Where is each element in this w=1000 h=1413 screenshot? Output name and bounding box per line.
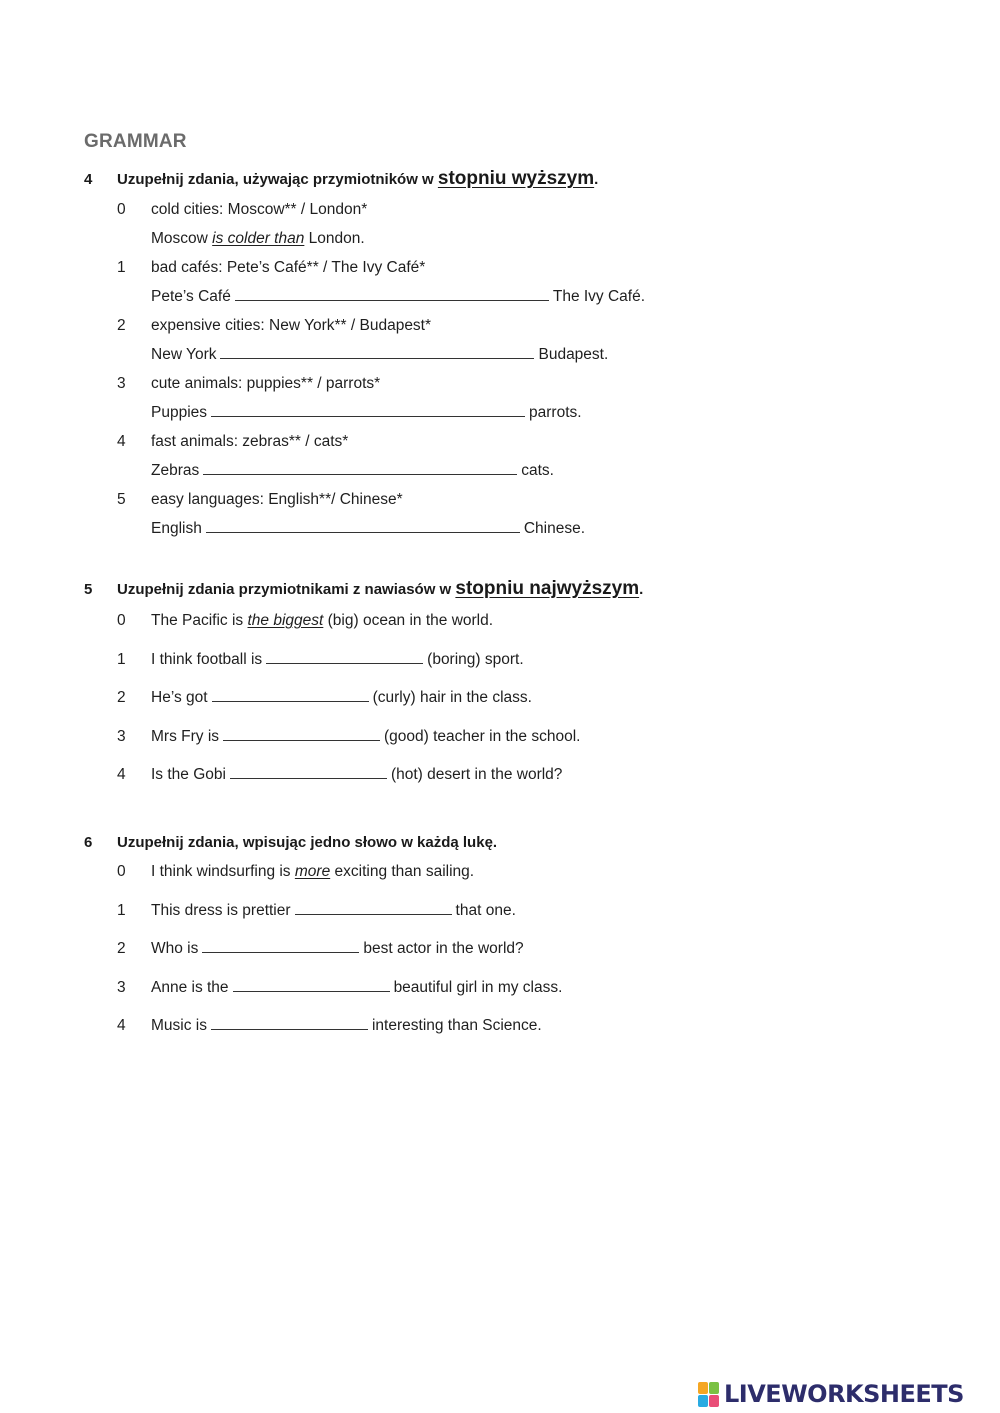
item-prompt: fast animals: zebras** / cats*	[151, 433, 349, 450]
sentence-end: (curly) hair in the class.	[372, 689, 532, 706]
liveworksheets-brand: LIVEWORKSHEETS	[724, 1380, 964, 1408]
answer-blank[interactable]	[220, 357, 534, 359]
exercise-4-item-1-sentence	[151, 288, 645, 306]
exercise-4-item-3-prompt	[117, 375, 380, 393]
instruction-end: .	[639, 581, 644, 598]
sentence-start: Mrs Fry is	[151, 728, 220, 745]
sentence-start: New York	[151, 346, 217, 363]
exercise-6-item-0	[117, 863, 474, 881]
sentence-end: that one.	[455, 902, 516, 919]
item-number: 1	[117, 651, 126, 668]
exercise-number: 5	[84, 581, 93, 598]
sentence-end: Budapest.	[538, 346, 609, 363]
sentence-end: parrots.	[529, 404, 582, 421]
exercise-4-item-4-sentence	[151, 462, 554, 480]
sentence-end: (good) teacher in the school.	[384, 728, 581, 745]
exercise-number: 6	[84, 834, 93, 851]
sentence-end: interesting than Science.	[371, 1017, 542, 1034]
sentence-end: (big) ocean in the world.	[323, 612, 494, 629]
item-prompt: cold cities: Moscow** / London*	[151, 201, 368, 218]
item-number: 0	[117, 201, 126, 218]
item-number: 4	[117, 766, 126, 783]
item-number: 4	[117, 1017, 126, 1034]
example-answer: the biggest	[247, 612, 324, 629]
item-number: 3	[117, 728, 126, 745]
exercise-6-item-2	[117, 940, 524, 958]
sentence-end: The Ivy Café.	[552, 288, 646, 305]
exercise-6-item-4	[117, 1017, 542, 1035]
exercise-6-item-1	[117, 902, 516, 920]
answer-blank[interactable]	[212, 700, 369, 702]
answer-blank[interactable]	[266, 662, 423, 664]
section-heading: GRAMMAR	[84, 131, 187, 152]
item-prompt: easy languages: English**/ Chinese*	[151, 491, 403, 508]
instruction-end: .	[594, 171, 599, 188]
sentence-start: I think windsurfing is	[151, 863, 295, 880]
exercise-6-item-3	[117, 979, 562, 997]
exercise-4-item-2-sentence	[151, 346, 608, 364]
item-number: 4	[117, 433, 126, 450]
answer-blank[interactable]	[233, 990, 390, 992]
sentence-start: Music is	[151, 1017, 207, 1034]
answer-blank[interactable]	[211, 415, 525, 417]
item-number: 2	[117, 940, 126, 957]
sentence-start: Who is	[151, 940, 199, 957]
liveworksheets-logo-icon	[698, 1381, 720, 1407]
exercise-instruction: Uzupełnij zdania, wpisując jedno słowo w każdą lukę.	[117, 834, 498, 851]
exercise-5-item-4	[117, 766, 562, 784]
item-number: 3	[117, 979, 126, 996]
sentence-start: The Pacific is	[151, 612, 248, 629]
sentence-start: This dress is prettier	[151, 902, 291, 919]
exercise-number: 4	[84, 171, 93, 188]
answer-blank[interactable]	[203, 473, 517, 475]
sentence-end: exciting than sailing.	[330, 863, 475, 880]
exercise-4-item-1-prompt	[117, 259, 425, 277]
liveworksheets-logo	[698, 1378, 964, 1410]
sentence-start: I think football is	[151, 651, 263, 668]
answer-blank[interactable]	[230, 777, 387, 779]
sentence-start: Puppies	[151, 404, 208, 421]
exercise-4-item-0-sentence	[151, 230, 365, 248]
item-number: 1	[117, 902, 126, 919]
item-number: 1	[117, 259, 126, 276]
answer-blank[interactable]	[295, 913, 452, 915]
item-number: 5	[117, 491, 126, 508]
answer-blank[interactable]	[223, 739, 380, 741]
sentence-start: Zebras	[151, 462, 200, 479]
exercise-4-item-4-prompt	[117, 433, 348, 451]
sentence-start: Is the Gobi	[151, 766, 226, 783]
answer-blank[interactable]	[211, 1028, 368, 1030]
exercise-4-item-2-prompt	[117, 317, 431, 335]
sentence-end: Chinese.	[523, 520, 586, 537]
sentence-end: cats.	[521, 462, 554, 479]
item-prompt: cute animals: puppies** / parrots*	[151, 375, 381, 392]
item-number: 3	[117, 375, 126, 392]
sentence-start: He’s got	[151, 689, 208, 706]
sentence-start: Pete’s Café	[151, 288, 231, 305]
sentence-start: Moscow	[151, 230, 213, 247]
sentence-end: (boring) sport.	[427, 651, 524, 668]
exercise-5-title	[84, 578, 643, 600]
answer-blank[interactable]	[206, 531, 520, 533]
exercise-4-item-3-sentence	[151, 404, 582, 422]
exercise-5-item-0	[117, 612, 493, 630]
example-answer: is colder than	[212, 230, 305, 247]
exercise-6-title	[84, 834, 497, 851]
item-number: 0	[117, 863, 126, 880]
exercise-4-item-5-sentence	[151, 520, 585, 538]
item-number: 0	[117, 612, 126, 629]
exercise-instruction: Uzupełnij zdania przymiotnikami z nawiasów w	[117, 581, 456, 598]
answer-blank[interactable]	[235, 299, 549, 301]
sentence-start: Anne is the	[151, 979, 229, 996]
answer-blank[interactable]	[202, 951, 359, 953]
item-number: 2	[117, 317, 126, 334]
exercise-5-item-1	[117, 651, 524, 669]
sentence-end: best actor in the world?	[363, 940, 524, 957]
sentence-end: London.	[304, 230, 365, 247]
exercise-4-title	[84, 168, 598, 190]
exercise-5-item-2	[117, 689, 532, 707]
item-number: 2	[117, 689, 126, 706]
instruction-emphasis: stopniu najwyższym	[455, 578, 640, 599]
sentence-end: beautiful girl in my class.	[393, 979, 563, 996]
exercise-5-item-3	[117, 728, 580, 746]
exercise-instruction: Uzupełnij zdania, używając przymiotników w	[117, 171, 438, 188]
exercise-4-item-5-prompt	[117, 491, 403, 509]
example-answer: more	[294, 863, 331, 880]
sentence-start: English	[151, 520, 202, 537]
item-prompt: expensive cities: New York** / Budapest*	[151, 317, 432, 334]
exercise-4-item-0-prompt	[117, 201, 367, 219]
sentence-end: (hot) desert in the world?	[390, 766, 563, 783]
instruction-emphasis: stopniu wyższym	[437, 168, 595, 189]
item-prompt: bad cafés: Pete’s Café** / The Ivy Café*	[151, 259, 426, 276]
